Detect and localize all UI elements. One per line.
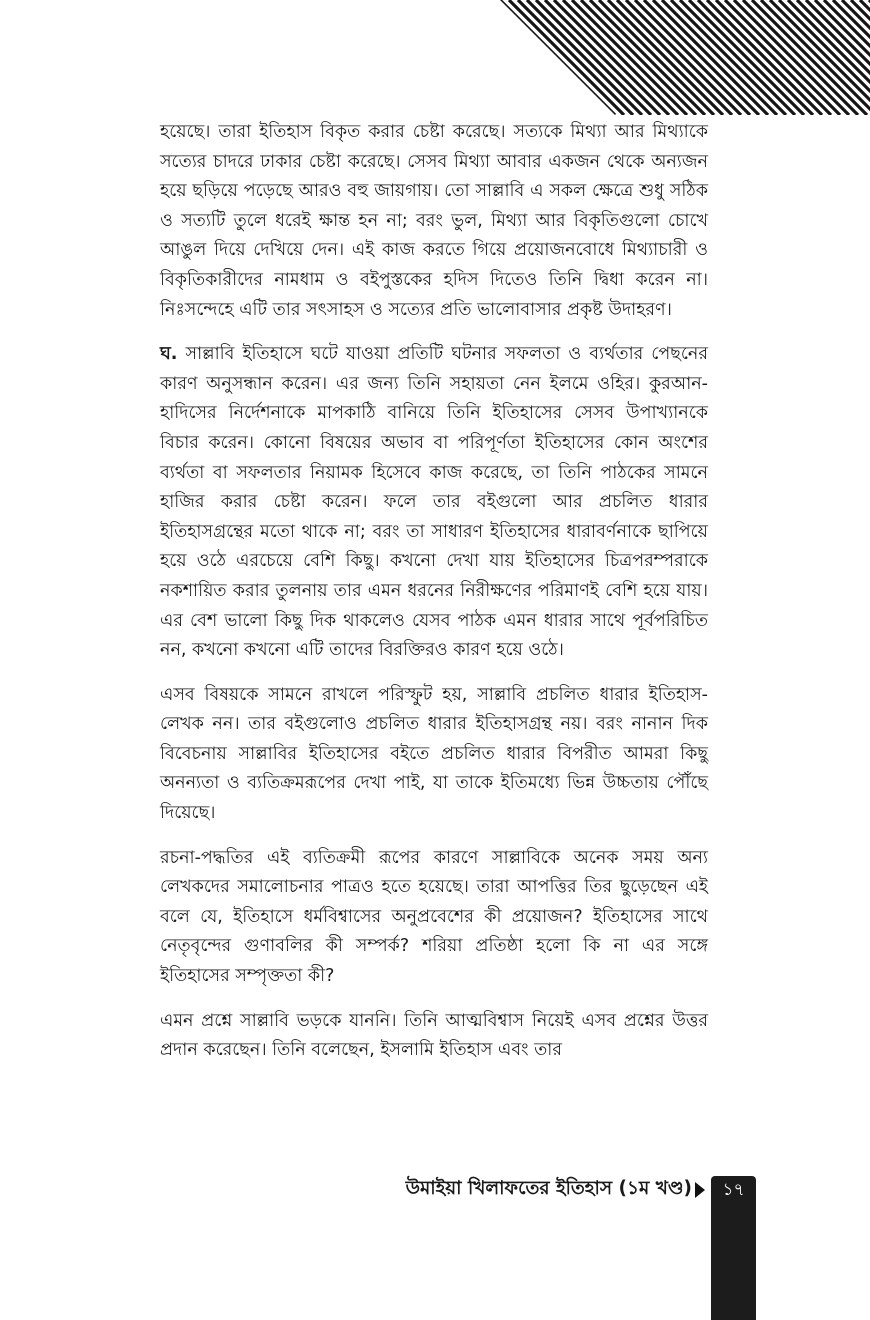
paragraph-1: হয়েছে। তারা ইতিহাস বিকৃত করার চেষ্টা করেছে। সত্যকে মিথ্যা আর মিথ্যাকে সত্যের চাদরে ঢাকার চেষ্টা করেছে। সেসব মিথ্যা আবার একজন থেকে অন্যজন হয়ে ছড়িয়ে পড়েছে আরও বহু জায়গায়। তো সাল্লাবি এ সকল ক্ষেত্রে শুধু সঠিক ও সত্যটি তুলে ধরেই ক্ষান্ত হন না; বরং ভুল, মিথ্যা আর বিকৃতিগুলো চোখে আঙুল দিয়ে দেখিয়ে দেন। এই কাজ করতে গিয়ে প্রয়োজনবোধে মিথ্যাচারী ও বিকৃতিকারীদের নামধাম ও বইপুস্তকের হদিস দিতেও তিনি দ্বিধা করেন না। নিঃসন্দেহে এটি তার সৎসাহস ও সত্যের প্রতি ভালোবাসার প্রকৃষ্ট উদাহরণ। <box>160 122 708 320</box>
page-number: ১৭ <box>722 1180 745 1200</box>
paragraph-4: রচনা-পদ্ধতির এই ব্যতিক্রমী রূপের কারণে সাল্লাবিকে অনেক সময় অন্য লেখকদের সমালোচনার পাত্রও হতে হয়েছে। তারা আপত্তির তির ছুড়েছেন এই বলে যে, ইতিহাসে ধর্মবিশ্বাসের অনুপ্রবেশের কী প্রয়োজন? ইতিহাসের সাথে নেতৃবৃন্দের গুণাবলির কী সম্পর্ক? শরিয়া প্রতিষ্ঠা হলো কি না এর সঙ্গে ইতিহাসের সম্পৃক্ততা কী? <box>160 847 708 987</box>
paragraph-2-text: সাল্লাবি ইতিহাসে ঘটে যাওয়া প্রতিটি ঘটনার সফলতা ও ব্যর্থতার পেছনের কারণ অনুসন্ধান করেন। এর জন্য তিনি সহায়তা নেন ইলমে ওহির। কুরআন-হাদিসের নির্দেশনাকে মাপকাঠি বানিয়ে তিনি ইতিহাসের সেসব উপাখ্যানকে বিচার করেন। কোনো বিষয়ের অভাব বা পরিপূর্ণতা ইতিহাসের কোন অংশের ব্যর্থতা বা সফলতার নিয়ামক হিসেবে কাজ করেছে, তা তিনি পাঠকের সামনে হাজির করার চেষ্টা করেন। ফলে তার বইগুলো আর প্রচলিত ধারার ইতিহাসগ্রন্থের মতো থাকে না; বরং তা সাধারণ ইতিহাসের ধারাবর্ণনাকে ছাপিয়ে হয়ে ওঠে এরচেয়ে বেশি কিছু। কখনো দেখা যায় ইতিহাসের চিত্রপরম্পরাকে নকশায়িত করার তুলনায় তার এমন ধরনের নিরীক্ষণের পরিমাণই বেশি হয়ে যায়। এর বেশ ভালো কিছু দিক থাকলেও যেসব পাঠক এমন ধারার সাথে পূর্বপরিচিত নন, কখনো কখনো এটি তাদের বিরক্তিরও কারণ হয়ে ওঠে। <box>160 344 708 661</box>
triangle-right-icon <box>695 1182 705 1198</box>
diagonal-stripes-decoration <box>0 0 870 115</box>
paragraph-5: এমন প্রশ্নে সাল্লাবি ভড়কে যাননি। তিনি আত্মবিশ্বাস নিয়েই এসব প্রশ্নের উত্তর প্রদান করেছেন। তিনি বলেছেন, ইসলামি ইতিহাস এবং তার <box>160 1010 708 1061</box>
paragraph-2 <box>160 340 708 666</box>
section-marker: ঘ. <box>160 344 178 365</box>
page-body-text <box>160 118 708 1081</box>
paragraph-3: এসব বিষয়কে সামনে রাখলে পরিস্ফুট হয়, সাল্লাবি প্রচলিত ধারার ইতিহাস-লেখক নন। তার বইগুলোও প্রচলিত ধারার ইতিহাসগ্রন্থ নয়। বরং নানান দিক বিবেচনায় সাল্লাবির ইতিহাসের বইতে প্রচলিত ধারার বিপরীত আমরা কিছু অনন্যতা ও ব্যতিক্রমরূপের দেখা পাই, যা তাকে ইতিমধ্যে ভিন্ন উচ্চতায় পৌঁছে দিয়েছে। <box>160 684 708 824</box>
running-footer-book-title: উমাইয়া খিলাফতের ইতিহাস (১ম খণ্ড) <box>405 1178 692 1199</box>
